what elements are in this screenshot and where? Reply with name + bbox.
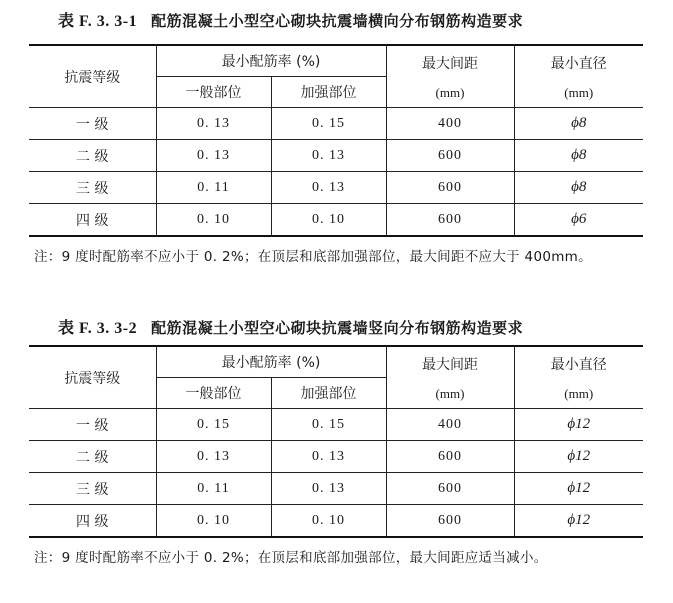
cell-diameter: ϕ12 (514, 441, 643, 473)
cell-general: 0. 13 (156, 140, 271, 172)
header-grade: 抗震等级 (29, 346, 156, 409)
cell-diameter: ϕ8 (514, 108, 643, 140)
cell-general: 0. 15 (156, 409, 271, 441)
cell-general: 0. 11 (156, 473, 271, 505)
cell-strengthened: 0. 13 (271, 140, 386, 172)
cell-grade: 三 级 (29, 172, 156, 204)
cell-grade: 四 级 (29, 204, 156, 237)
cell-spacing: 600 (386, 204, 514, 237)
cell-spacing: 600 (386, 140, 514, 172)
cell-strengthened: 0. 15 (271, 409, 386, 441)
table-row (29, 409, 643, 441)
header-strengthened: 加强部位 (271, 77, 386, 108)
cell-grade: 二 级 (29, 140, 156, 172)
table-2-caption (58, 315, 523, 338)
cell-general: 0. 10 (156, 204, 271, 237)
cell-diameter: ϕ8 (514, 140, 643, 172)
table-1-number: 表 F. 3. 3-1 (58, 13, 138, 30)
header-min-ratio: 最小配筋率 (%) (156, 346, 386, 378)
cell-strengthened: 0. 13 (271, 172, 386, 204)
table-row (29, 473, 643, 505)
table-row (29, 505, 643, 538)
table-1-title: 配筋混凝土小型空心砌块抗震墙横向分布钢筋构造要求 (151, 12, 524, 30)
cell-strengthened: 0. 10 (271, 505, 386, 538)
cell-grade: 二 级 (29, 441, 156, 473)
header-max-spacing-unit: (mm) (435, 385, 465, 401)
header-min-diameter-label: 最小直径 (550, 55, 607, 72)
cell-spacing: 400 (386, 108, 514, 140)
cell-strengthened: 0. 15 (271, 108, 386, 140)
cell-diameter: ϕ12 (514, 409, 643, 441)
cell-strengthened: 0. 13 (271, 441, 386, 473)
header-strengthened: 加强部位 (271, 378, 386, 409)
table-2-number: 表 F. 3. 3-2 (58, 320, 138, 337)
cell-grade: 一 级 (29, 409, 156, 441)
header-min-diameter-unit: (mm) (564, 84, 594, 100)
table-row (29, 108, 643, 140)
cell-diameter: ϕ6 (514, 204, 643, 237)
cell-grade: 一 级 (29, 108, 156, 140)
header-max-spacing (386, 346, 514, 409)
cell-spacing: 600 (386, 473, 514, 505)
cell-strengthened: 0. 10 (271, 204, 386, 237)
cell-grade: 四 级 (29, 505, 156, 538)
cell-spacing: 400 (386, 409, 514, 441)
cell-grade: 三 级 (29, 473, 156, 505)
header-general: 一般部位 (156, 378, 271, 409)
header-grade: 抗震等级 (29, 45, 156, 108)
cell-spacing: 600 (386, 505, 514, 538)
cell-general: 0. 11 (156, 172, 271, 204)
table-2-note: 注：9 度时配筋率不应小于 0. 2%；在顶层和底部加强部位，最大间距应适当减小。 (34, 550, 548, 566)
header-min-diameter-label: 最小直径 (550, 356, 607, 373)
cell-diameter: ϕ12 (514, 505, 643, 538)
header-min-diameter-unit: (mm) (564, 385, 594, 401)
header-max-spacing-label: 最大间距 (422, 356, 478, 373)
header-max-spacing (386, 45, 514, 108)
table-row (29, 204, 643, 237)
cell-general: 0. 13 (156, 108, 271, 140)
header-min-ratio: 最小配筋率 (%) (156, 45, 386, 77)
table-2 (29, 345, 643, 538)
table-row (29, 441, 643, 473)
cell-general: 0. 13 (156, 441, 271, 473)
cell-spacing: 600 (386, 172, 514, 204)
table-row (29, 172, 643, 204)
header-max-spacing-unit: (mm) (435, 84, 465, 100)
cell-spacing: 600 (386, 441, 514, 473)
header-min-diameter (514, 346, 643, 409)
header-min-diameter (514, 45, 643, 108)
header-max-spacing-label: 最大间距 (422, 55, 478, 72)
table-2-title: 配筋混凝土小型空心砌块抗震墙竖向分布钢筋构造要求 (151, 319, 524, 337)
table-1-note: 注：9 度时配筋率不应小于 0. 2%；在顶层和底部加强部位，最大间距不应大于 400mm。 (34, 249, 592, 265)
table-1 (29, 44, 643, 237)
cell-strengthened: 0. 13 (271, 473, 386, 505)
header-general: 一般部位 (156, 77, 271, 108)
cell-diameter: ϕ8 (514, 172, 643, 204)
cell-diameter: ϕ12 (514, 473, 643, 505)
cell-general: 0. 10 (156, 505, 271, 538)
table-1-caption (58, 8, 523, 31)
table-row (29, 140, 643, 172)
